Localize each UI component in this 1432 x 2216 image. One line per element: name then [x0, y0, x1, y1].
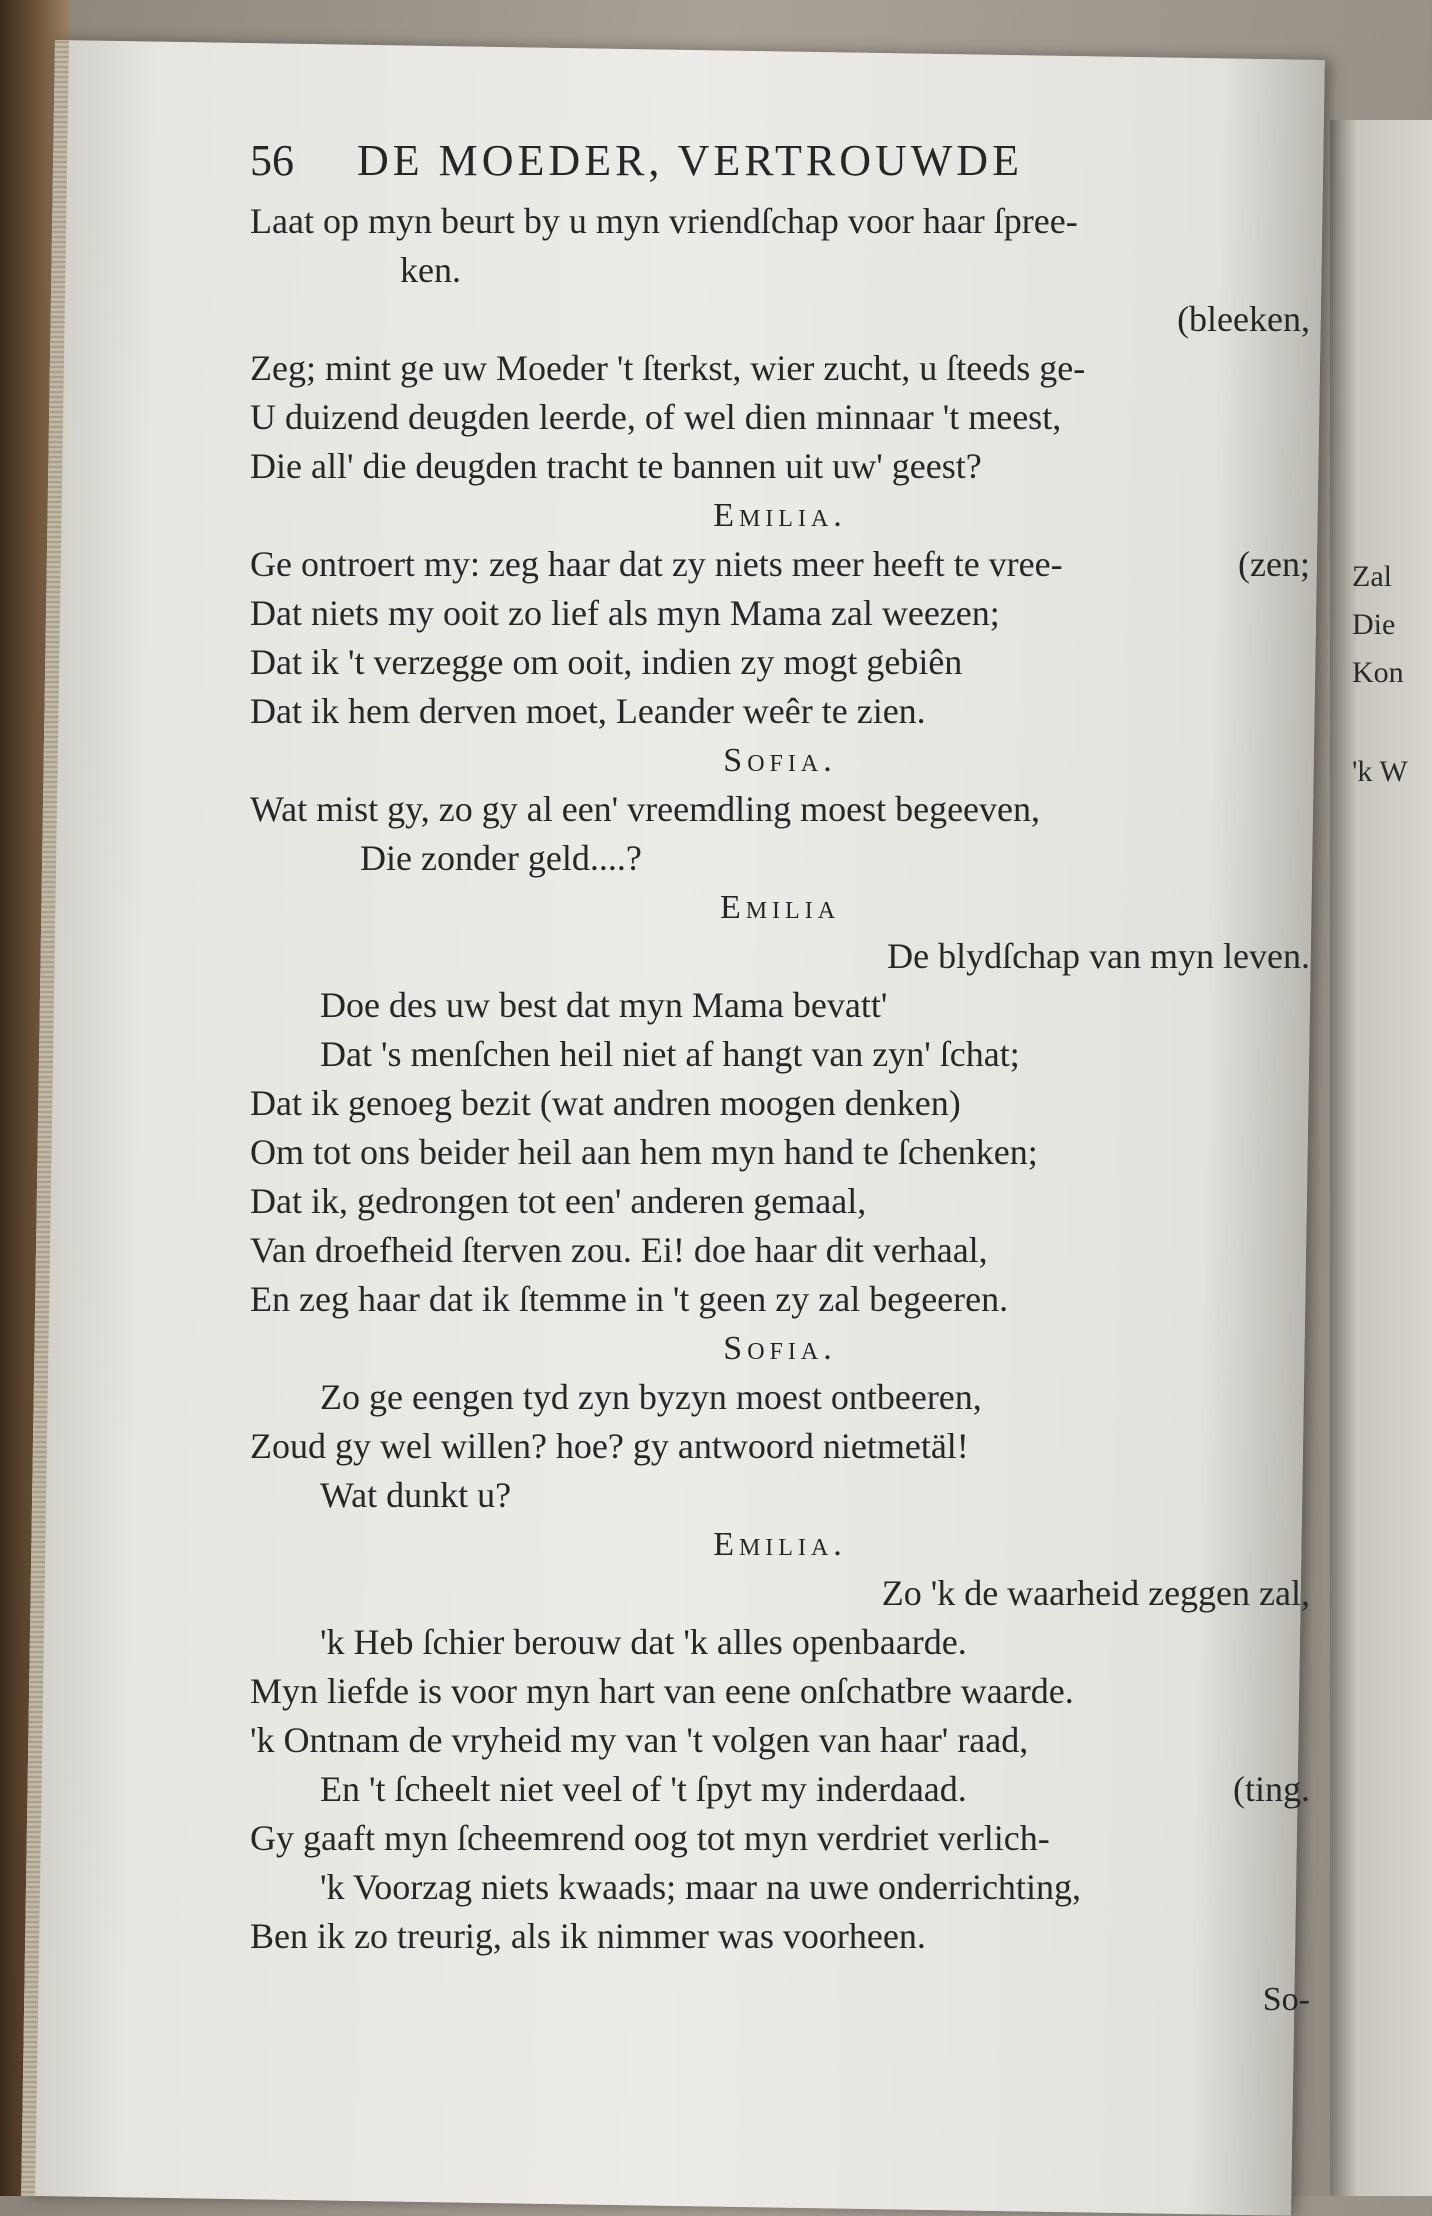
verse-line: [250, 1716, 1310, 1765]
line-text: Ben ik zo treurig, als ik nimmer was voorheen.: [250, 1916, 926, 1956]
line-text: (bleeken,: [1177, 299, 1310, 339]
line-text: Emilia.: [713, 497, 847, 534]
verse-line: [250, 1275, 1310, 1324]
line-text: Gy gaaft myn ſcheemrend oog tot myn verdriet verlich-: [250, 1818, 1050, 1858]
running-header: [250, 135, 1310, 197]
verse-line: [250, 1569, 1310, 1618]
verse-line: [250, 785, 1310, 834]
verse-line: [250, 197, 1310, 246]
line-text: Sofia.: [723, 1330, 837, 1367]
line-text: Zo 'k de waarheid zeggen zal,: [881, 1573, 1310, 1613]
facing-page-fragment: Kon: [1352, 656, 1404, 689]
line-text: Dat ik, gedrongen tot een' anderen gemaal,: [250, 1181, 867, 1221]
line-text: De blydſchap van myn leven.: [887, 936, 1310, 976]
line-text: Dat ik hem derven moet, Leander weêr te zien.: [250, 691, 926, 731]
verse-line: [250, 1079, 1310, 1128]
line-text: ken.: [400, 250, 461, 290]
line-text: Myn liefde is voor myn hart van eene onſchatbre waarde.: [250, 1671, 1074, 1711]
line-text: 'k Ontnam de vryheid my van 't volgen van haar' raad,: [250, 1720, 1029, 1760]
verse-line: [250, 1226, 1310, 1275]
verse-line: [250, 1373, 1310, 1422]
verse-line: [250, 1177, 1310, 1226]
facing-page-fragment: Zal: [1352, 560, 1392, 593]
verse-line: [250, 932, 1310, 981]
verse-line: [250, 344, 1310, 393]
catchword: So-: [1262, 1981, 1310, 2018]
speaker-name: [250, 736, 1310, 785]
line-text: Dat niets my ooit zo lief als myn Mama zal weezen;: [250, 593, 1000, 633]
line-text: En 't ſcheelt niet veel of 't ſpyt my inderdaad.: [320, 1769, 967, 1809]
line-text: Dat ik genoeg bezit (wat andren moogen denken): [250, 1083, 961, 1123]
line-text: En zeg haar dat ik ſtemme in 't geen zy zal begeeren.: [250, 1279, 1009, 1319]
verse-line: [250, 540, 1310, 589]
verse-line: [250, 393, 1310, 442]
line-text: Emilia: [719, 889, 841, 926]
turnover-fragment: (ting.: [1233, 1769, 1310, 1809]
verse-line: [250, 1128, 1310, 1177]
verse-line: [250, 589, 1310, 638]
speaker-name: [250, 491, 1310, 540]
verse-line: [250, 1471, 1310, 1520]
line-text: Doe des uw best dat myn Mama bevatt': [320, 985, 888, 1025]
facing-page: [1330, 120, 1432, 2196]
verse-line: [250, 1422, 1310, 1471]
verse-line: [250, 295, 1310, 344]
line-text: Dat 's menſchen heil niet af hangt van zyn' ſchat;: [320, 1034, 1020, 1074]
line-text: Wat dunkt u?: [320, 1475, 512, 1515]
line-text: 'k Heb ſchier berouw dat 'k alles openbaarde.: [320, 1622, 967, 1662]
line-text: Ge ontroert my: zeg haar dat zy niets meer heeft te vree-: [250, 544, 1063, 584]
verse-line: [250, 638, 1310, 687]
line-text: Zoud gy wel willen? hoe? gy antwoord nietmetäl!: [250, 1426, 969, 1466]
speaker-name: [250, 1520, 1310, 1569]
speaker-name: [250, 883, 1310, 932]
line-text: Zo ge eengen tyd zyn byzyn moest ontbeeren,: [320, 1377, 982, 1417]
verse-line: [250, 1667, 1310, 1716]
verse-line: [250, 1814, 1310, 1863]
line-text: 'k Voorzag niets kwaads; maar na uwe onderrichting,: [320, 1867, 1081, 1907]
verse-line: [250, 834, 1310, 883]
verse-line: [250, 981, 1310, 1030]
line-text: Emilia.: [713, 1526, 847, 1563]
line-text: Die all' die deugden tracht te bannen uit uw' geest?: [250, 446, 982, 486]
verse-line: [250, 1912, 1310, 1961]
line-text: Van droefheid ſterven zou. Ei! doe haar dit verhaal,: [250, 1230, 988, 1270]
line-text: Dat ik 't verzegge om ooit, indien zy mogt gebiên: [250, 642, 963, 682]
verse-line: [250, 1030, 1310, 1079]
line-text: Om tot ons beider heil aan hem myn hand te ſchenken;: [250, 1132, 1038, 1172]
page-number: 56: [250, 136, 294, 185]
line-text: Laat op myn beurt by u myn vriendſchap voor haar ſpree-: [250, 201, 1078, 241]
running-title: DE MOEDER, VERTROUWDE: [357, 136, 1023, 185]
verse-line: [250, 687, 1310, 736]
line-text: U duizend deugden leerde, of wel dien minnaar 't meest,: [250, 397, 1062, 437]
speaker-name: [250, 1324, 1310, 1373]
verse-line: [250, 442, 1310, 491]
verse-body: [250, 197, 1310, 1961]
verse-line: [250, 246, 1310, 295]
line-text: Die zonder geld....?: [360, 838, 642, 878]
line-text: Wat mist gy, zo gy al een' vreemdling moest begeeven,: [250, 789, 1041, 829]
line-text: Zeg; mint ge uw Moeder 't ſterkst, wier zucht, u ſteeds ge-: [250, 348, 1086, 388]
turnover-fragment: (zen;: [1238, 544, 1310, 584]
verse-line: [250, 1765, 1310, 1814]
verse-line: [250, 1618, 1310, 1667]
facing-page-fragment: 'k W: [1352, 755, 1408, 788]
verse-line: [250, 1863, 1310, 1912]
facing-page-fragment: Die: [1352, 608, 1396, 641]
page-text: [250, 135, 1310, 2019]
line-text: Sofia.: [723, 742, 837, 779]
